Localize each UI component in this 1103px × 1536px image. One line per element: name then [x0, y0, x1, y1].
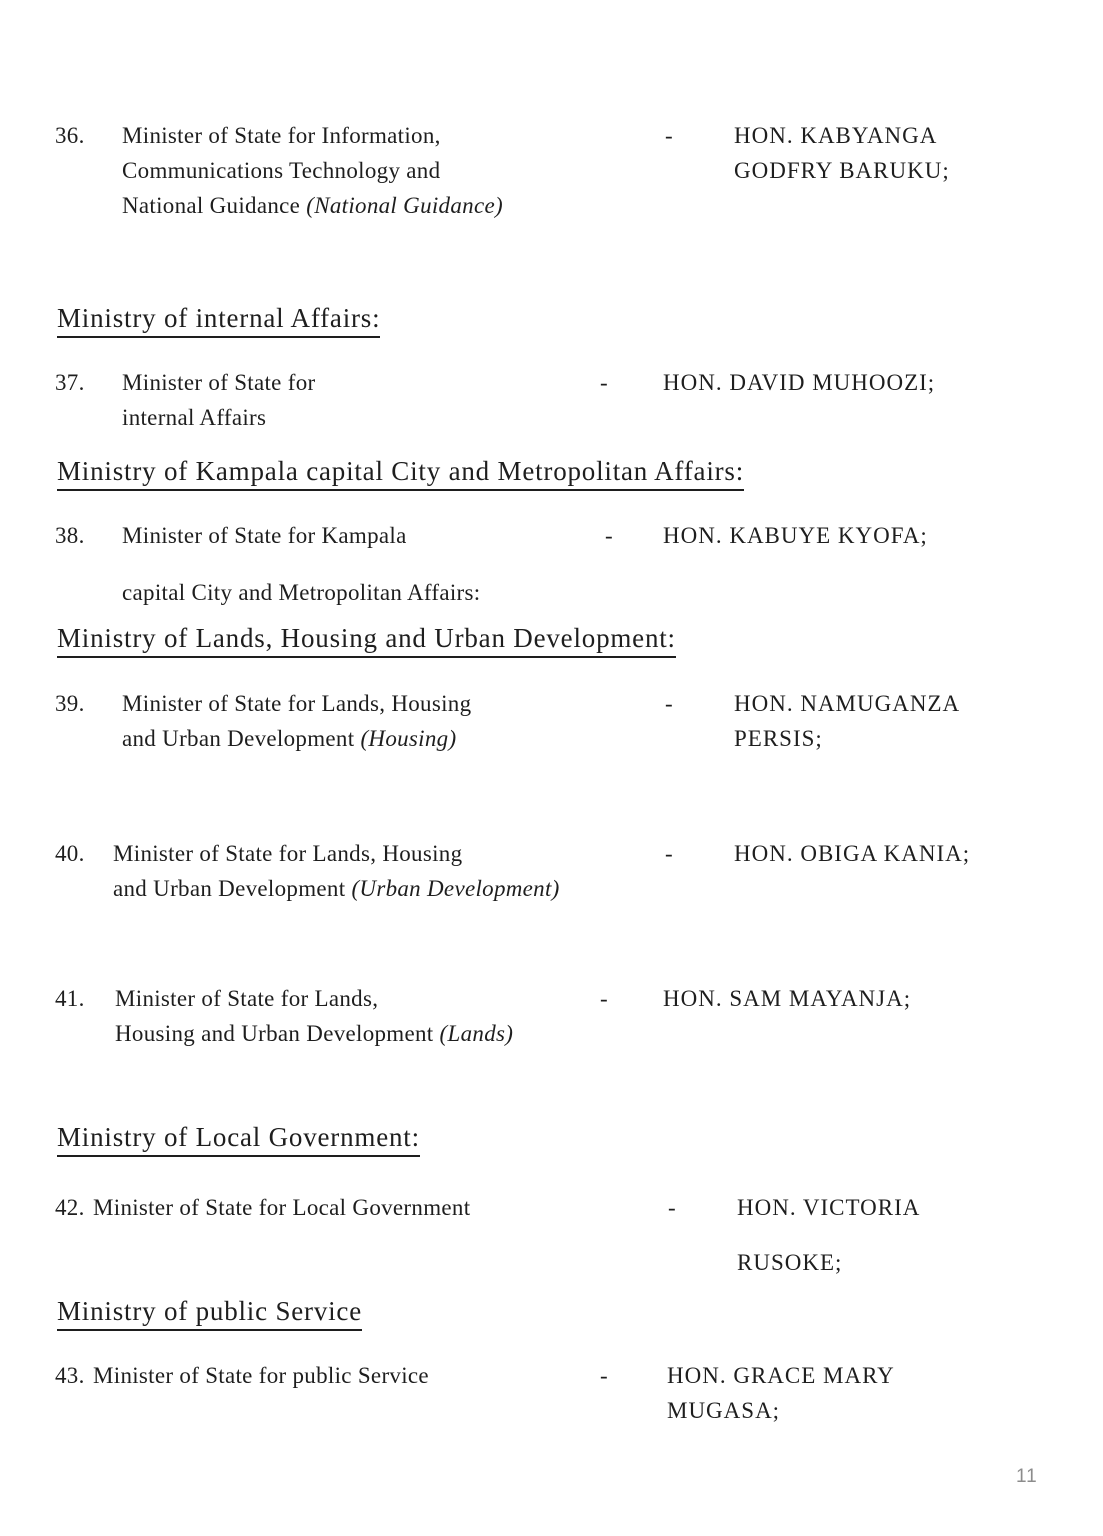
- text-line: MUGASA;: [667, 1398, 781, 1423]
- page-number: 11: [1016, 1466, 1038, 1487]
- separator-dash: -: [665, 841, 673, 866]
- text-line: Housing and Urban Development (Lands): [115, 1021, 514, 1046]
- separator-dash: -: [600, 986, 608, 1011]
- text-line: HON. DAVID MUHOOZI;: [663, 370, 936, 395]
- minister-name: [734, 118, 950, 188]
- ministry-heading-local-government: Ministry of Local Government:: [57, 1122, 420, 1157]
- text-line: Minister of State for Lands, Housing: [113, 841, 463, 866]
- text-line: GODFRY BARUKU;: [734, 158, 950, 183]
- text-line: HON. GRACE MARY: [667, 1363, 895, 1388]
- ministry-heading-lands: Ministry of Lands, Housing and Urban Development:: [57, 623, 676, 658]
- minister-title: [122, 686, 471, 756]
- minister-title: [122, 365, 315, 435]
- text-line: HON. NAMUGANZA: [734, 691, 961, 716]
- minister-name: [663, 365, 935, 400]
- minister-title: [115, 981, 513, 1051]
- minister-title: [113, 836, 560, 906]
- text-line: HON. SAM MAYANJA;: [663, 986, 912, 1011]
- item-number: 39.: [55, 691, 85, 716]
- minister-name: [734, 836, 970, 871]
- text-line: PERSIS;: [734, 726, 823, 751]
- minister-name: [663, 518, 928, 553]
- separator-dash: -: [605, 523, 613, 548]
- minister-name: HON. VICTORIA: [737, 1195, 921, 1220]
- item-number: 42.: [55, 1195, 85, 1220]
- minister-name: [667, 1358, 895, 1428]
- ministry-heading-kampala: Ministry of Kampala capital City and Metropolitan Affairs:: [57, 456, 744, 491]
- item-number: 40.: [55, 841, 85, 866]
- text-line: Minister of State for Lands,: [115, 986, 379, 1011]
- text-line: internal Affairs: [122, 405, 267, 430]
- separator-dash: -: [600, 1363, 608, 1388]
- text-line: National Guidance (National Guidance): [122, 193, 503, 218]
- minister-title: [122, 118, 503, 223]
- separator-dash: -: [668, 1195, 676, 1220]
- text-line: Minister of State for Kampala: [122, 523, 407, 548]
- ministry-heading-public-service: Ministry of public Service: [57, 1296, 362, 1331]
- text-line: HON. KABYANGA: [734, 123, 938, 148]
- text-line: Minister of State for: [122, 370, 316, 395]
- separator-dash: -: [665, 123, 673, 148]
- item-number: 36.: [55, 123, 85, 148]
- text-line: Communications Technology and: [122, 158, 441, 183]
- minister-title: [122, 518, 407, 553]
- minister-title-continued: capital City and Metropolitan Affairs:: [122, 580, 481, 605]
- minister-name: [734, 686, 960, 756]
- minister-title: Minister of State for public Service: [93, 1363, 429, 1388]
- separator-dash: -: [665, 691, 673, 716]
- item-number: 41.: [55, 986, 85, 1011]
- minister-name: [663, 981, 911, 1016]
- minister-name-continued: RUSOKE;: [737, 1250, 843, 1275]
- text-line: Minister of State for Information,: [122, 123, 441, 148]
- text-line: HON. OBIGA KANIA;: [734, 841, 971, 866]
- text-line: HON. KABUYE KYOFA;: [663, 523, 928, 548]
- item-number: 38.: [55, 523, 85, 548]
- text-line: and Urban Development (Urban Development): [113, 876, 560, 901]
- text-line: Minister of State for Lands, Housing: [122, 691, 472, 716]
- text-line: and Urban Development (Housing): [122, 726, 457, 751]
- separator-dash: -: [600, 370, 608, 395]
- item-number: 37.: [55, 370, 85, 395]
- item-number: 43.: [55, 1363, 85, 1388]
- minister-title: Minister of State for Local Government: [93, 1195, 471, 1220]
- ministry-heading-internal-affairs: Ministry of internal Affairs:: [57, 303, 380, 338]
